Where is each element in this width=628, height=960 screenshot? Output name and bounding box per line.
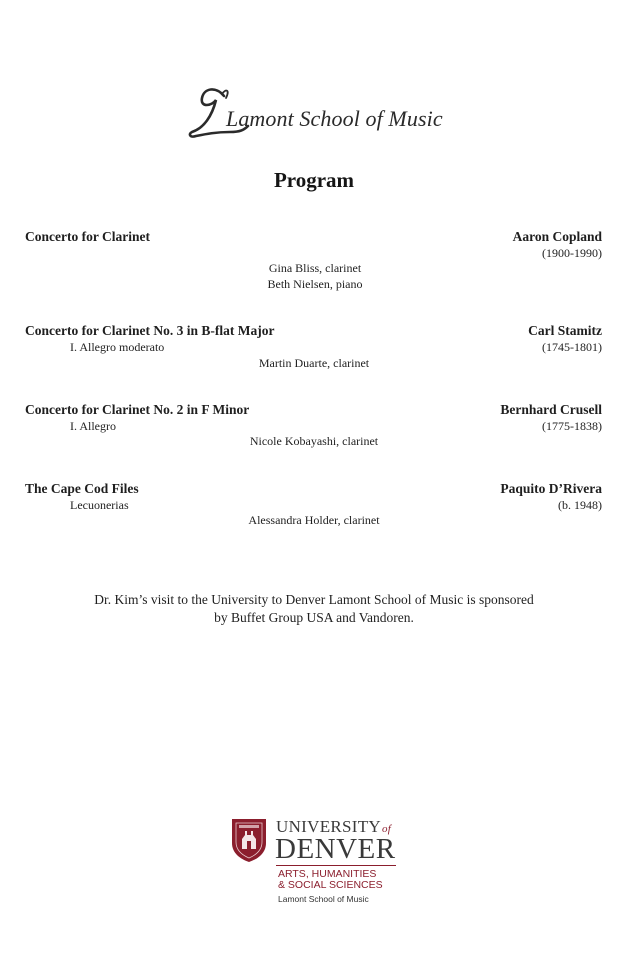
program-title: Program — [273, 168, 355, 192]
du-denver-word: DENVER — [275, 833, 396, 865]
movement: Lecuonerias — [70, 498, 129, 512]
university-of-denver-logo — [226, 812, 401, 912]
composer-name: Bernhard Crusell — [500, 402, 602, 417]
sponsor-line: by Buffet Group USA and Vandoren. — [214, 610, 414, 625]
performer: Nicole Kobayashi, clarinet — [249, 434, 379, 448]
composer-dates: (1745-1801) — [542, 340, 602, 354]
du-division-line: ARTS, HUMANITIES — [278, 868, 377, 880]
composer-dates: (1900-1990) — [542, 246, 602, 260]
composer-name: Paquito D’Rivera — [500, 481, 602, 496]
movement: I. Allegro moderato — [70, 340, 165, 354]
du-division-line: & SOCIAL SCIENCES — [278, 879, 383, 891]
lamont-logo — [186, 78, 448, 148]
sponsor-line: Dr. Kim’s visit to the University to Denver Lamont School of Music is sponsored — [94, 592, 534, 607]
performer: Beth Nielsen, piano — [267, 277, 363, 291]
du-shield-icon — [230, 817, 268, 863]
du-of-text: of — [382, 823, 392, 835]
performer: Martin Duarte, clarinet — [258, 356, 370, 370]
movement: I. Allegro — [70, 419, 116, 433]
lamont-logo-text: Lamont School of Music — [226, 106, 443, 131]
piece-title: Concerto for Clarinet No. 2 in F Minor — [25, 402, 250, 417]
composer-name: Aaron Copland — [512, 229, 602, 244]
performer: Alessandra Holder, clarinet — [248, 513, 380, 527]
sponsor-note — [60, 591, 568, 627]
du-university-text: UNIVERSITY — [276, 817, 381, 836]
composer-dates: (b. 1948) — [558, 498, 602, 512]
composer-name: Carl Stamitz — [528, 323, 602, 338]
du-school-name: Lamont School of Music — [278, 894, 369, 904]
du-division-name — [278, 869, 383, 891]
piece-title: The Cape Cod Files — [25, 481, 139, 496]
piece-title: Concerto for Clarinet No. 3 in B-flat Major — [25, 323, 275, 338]
composer-dates: (1775-1838) — [542, 419, 602, 433]
divider — [276, 865, 396, 866]
piece-title: Concerto for Clarinet — [25, 229, 150, 244]
performer: Gina Bliss, clarinet — [268, 261, 362, 275]
